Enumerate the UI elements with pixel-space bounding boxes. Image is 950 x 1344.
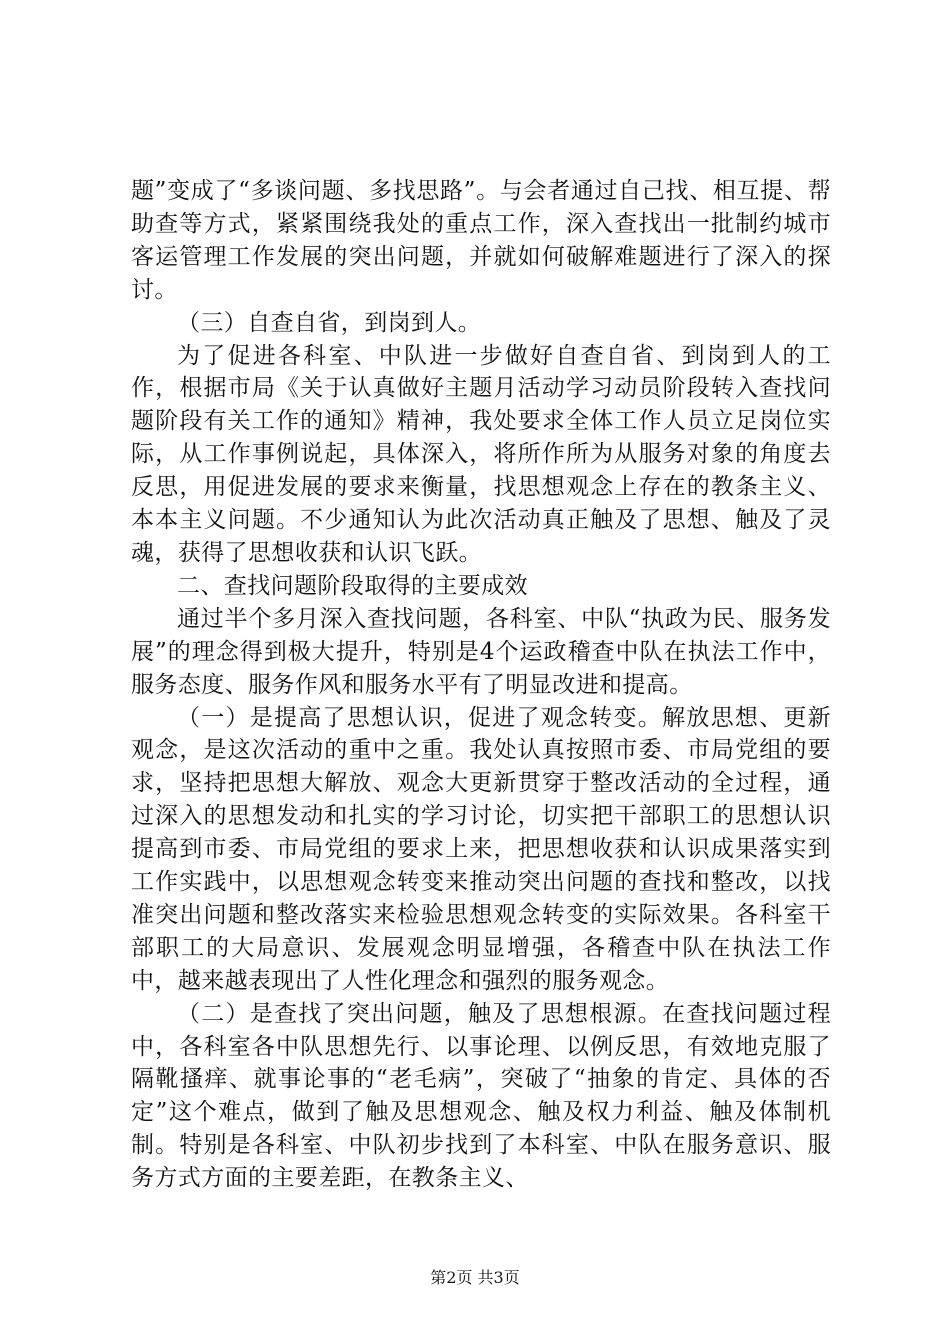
paragraph-result-two: （二）是查找了突出问题，触及了思想根源。在查找问题过程中，各科室各中队思想先行、以事论理、以例反思，有效地克服了隔靴搔痒、就事论事的“老毛病”，突破了“抽象的肯定、具体的否定”这个难点，做到了触及思想观念、触及权力利益、触及体制机制。特别是各科室、中队初步找到了本科室、中队在服务意识、服务方式方面的主要差距，在教条主义、 xyxy=(131,1000,831,1192)
section-heading-results: 二、查找问题阶段取得的主要成效 xyxy=(177,572,528,599)
paragraph-results-intro: 通过半个多月深入查找问题，各科室、中队“执政为民、服务发展”的理念得到极大提升，特别是4个运政稽查中队在执法工作中，服务态度、服务作风和服务水平有了明显改进和提高。 xyxy=(131,605,831,698)
page-number: 第2页 共3页 xyxy=(430,1268,520,1287)
page-footer xyxy=(0,1268,950,1288)
paragraph-continuation: 题”变成了“多谈问题、多找思路”。与会者通过自己找、相互提、帮助查等方式，紧紧围绕我处的重点工作，深入查找出一批制约城市客运管理工作发展的突出问题，并就如何破解难题进行了深入的探讨。 xyxy=(131,178,831,303)
document-body xyxy=(131,175,831,1195)
paragraph-self-inspection: 为了促进各科室、中队进一步做好自查自省、到岗到人的工作，根据市局《关于认真做好主题月活动学习动员阶段转入查找问题阶段有关工作的通知》精神，我处要求全体工作人员立足岗位实际，从工作事例说起，具体深入，将所作所为从服务对象的角度去反思，用促进发展的要求来衡量，找思想观念上存在的教条主义、本本主义问题。不少通知认为此次活动真正触及了思想、触及了灵魂，获得了思想收获和认识飞跃。 xyxy=(131,342,831,566)
subheading-self-inspection: （三）自查自省，到岗到人。 xyxy=(177,309,482,336)
paragraph-result-one: （一）是提高了思想认识，促进了观念转变。解放思想、更新观念，是这次活动的重中之重。我处认真按照市委、市局党组的要求，坚持把思想大解放、观念大更新贯穿于整改活动的全过程，通过深入的思想发动和扎实的学习讨论，切实把干部职工的思想认识提高到市委、市局党组的要求上来，把思想收获和认识成果落实到工作实践中，以思想观念转变来推动突出问题的查找和整改，以找准突出问题和整改落实来检验思想观念转变的实际效果。各科室干部职工的大局意识、发展观念明显增强，各稽查中队在执法工作中，越来越表现出了人性化理念和强烈的服务观念。 xyxy=(131,704,831,994)
